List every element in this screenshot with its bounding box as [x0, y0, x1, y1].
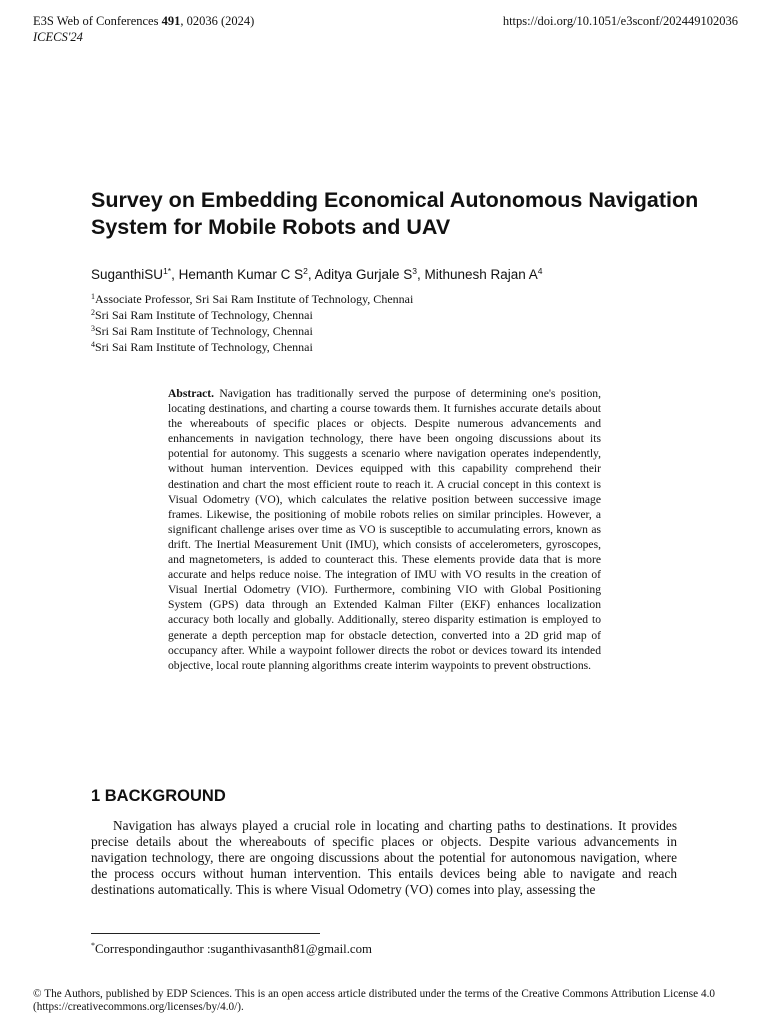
running-header: [33, 13, 254, 45]
affiliation: [91, 291, 691, 307]
paper-title: Survey on Embedding Economical Autonomous Navigation System for Mobile Robots and UAV: [91, 188, 699, 239]
footnote-text: Correspondingauthor :suganthivasanth81@gmail.com: [95, 942, 372, 956]
journal-name: E3S Web of Conferences: [33, 14, 159, 28]
affiliation-text: Sri Sai Ram Institute of Technology, Chennai: [95, 324, 313, 338]
abstract: [168, 386, 601, 673]
section-body-text: Navigation has always played a crucial role in locating and charting paths to destinations. It provides precise details about the whereabouts of specific places or objects. Despite various advancements in navigation technology, there are ongoing discussions about the potential for autonomous navigation, where the process occurs without human intervention. This entails devices being able to navigate and reach destinations automatically. This is where Visual Odometry (VO) comes into play, assessing the: [91, 818, 677, 897]
license-notice: © The Authors, published by EDP Sciences. This is an open access article distributed under the terms of the Creative Commons Attribution License 4.0 (https://creativecommons.org/licenses/by/4.0/).: [33, 988, 715, 1013]
author-affiliation-mark: 2: [303, 266, 308, 276]
affiliation-text: Sri Sai Ram Institute of Technology, Chennai: [95, 308, 313, 322]
abstract-label: Abstract.: [168, 387, 215, 400]
affiliation-text: Sri Sai Ram Institute of Technology, Chennai: [95, 340, 313, 354]
affiliation-number: 3: [91, 324, 95, 333]
affiliation-text: Associate Professor, Sri Sai Ram Institute of Technology, Chennai: [95, 292, 414, 306]
section-heading: 1 BACKGROUND: [91, 787, 226, 805]
journal-volume: 491: [161, 14, 181, 28]
doi-link[interactable]: https://doi.org/10.1051/e3sconf/202449102036: [502, 14, 738, 28]
article-number: , 02036 (2024): [180, 14, 255, 28]
journal-citation: [33, 13, 254, 29]
affiliation: [91, 339, 691, 355]
affiliation-number: 4: [91, 340, 95, 349]
footnote-mark: *: [91, 941, 95, 950]
affiliation-number: 1: [91, 292, 95, 301]
author-list: [91, 266, 731, 284]
author-affiliation-mark: 1*: [163, 266, 172, 276]
affiliation: [91, 307, 691, 323]
author-affiliation-mark: 4: [537, 266, 543, 276]
author-name: Hemanth Kumar C S: [178, 267, 304, 282]
author-name: Mithunesh Rajan A: [424, 267, 538, 282]
affiliation: [91, 323, 691, 339]
author-affiliation-mark: 3: [412, 266, 417, 276]
author-separator: ,: [416, 267, 425, 282]
abstract-text: Navigation has traditionally served the purpose of determining one's position, locating destinations, and charting a course towards them. It furnishes accurate details about the whereabouts of specific places or objects. Despite numerous advancements and enhancements in navigation technology, there have been ongoing discussions about its potential for autonomy. This suggests a scenario where navigation operates independently, without human intervention. Devices equipped with this capability comprehend their destination and chart the most efficient route to reach it. A crucial concept in this context is Visual Odometry (VO), which calculates the relative position between successive image frames. Likewise, the positioning of mobile robots relies on similar principles. However, a significant challenge arises over time as VO is susceptible to accumulating errors, known as drift. The Inertial Measurement Unit (IMU), which consists of accelerometers, gyroscopes, and magnetometers, is added to counteract this. These elements provide data that is more accurate and helps reduce noise. The integration of IMU with VO results in the creation of Visual Inertial Odometry (VIO). Furthermore, combining VIO with Global Positioning System (GPS) data through an Extended Kalman Filter (EKF) enhances localization accuracy both locally and globally. Additionally, stereo disparity estimation is employed to generate a depth perception map for obstacle detection, converted into a 2D grid map of occupancy after. While a waypoint follower directs the robot or devices toward its intended objective, local route planning algorithms create interim waypoints to prevent obstructions.: [168, 387, 601, 672]
conference-name: ICECS'24: [33, 30, 83, 44]
affiliation-number: 2: [91, 308, 95, 317]
author-separator: ,: [307, 267, 315, 282]
footnote: [91, 941, 372, 957]
author-name: SuganthiSU: [91, 267, 164, 282]
author-separator: ,: [171, 267, 179, 282]
footnote-divider: [91, 933, 320, 934]
affiliation-list: [91, 291, 691, 355]
author-name: Aditya Gurjale S: [314, 267, 413, 282]
